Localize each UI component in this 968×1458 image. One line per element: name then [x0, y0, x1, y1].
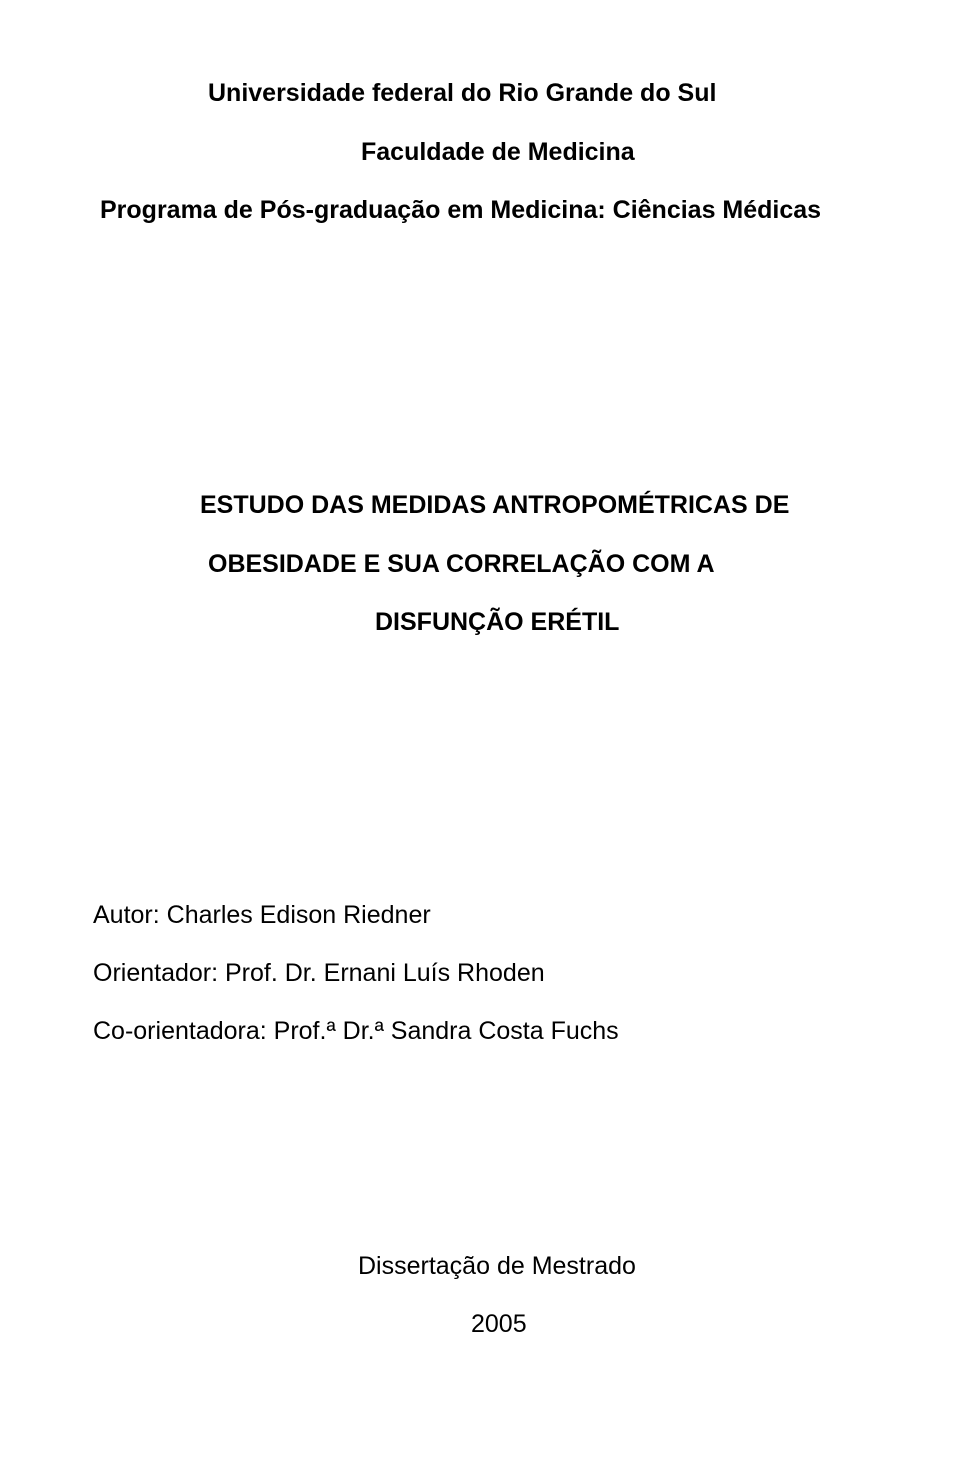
university-name: Universidade federal do Rio Grande do Sul — [208, 79, 717, 107]
thesis-title-line: OBESIDADE E SUA CORRELAÇÃO COM A — [208, 550, 715, 578]
faculty-name: Faculdade de Medicina — [361, 138, 635, 166]
thesis-title-line: DISFUNÇÃO ERÉTIL — [375, 608, 620, 636]
coadvisor-line: Co-orientadora: Prof.ª Dr.ª Sandra Costa Fuchs — [93, 1017, 619, 1045]
program-name: Programa de Pós-graduação em Medicina: Ciências Médicas — [100, 196, 822, 224]
year-label: 2005 — [471, 1310, 527, 1338]
degree-label: Dissertação de Mestrado — [358, 1252, 636, 1280]
advisor-line: Orientador: Prof. Dr. Ernani Luís Rhoden — [93, 959, 545, 987]
author-line: Autor: Charles Edison Riedner — [93, 901, 431, 929]
thesis-title-line: ESTUDO DAS MEDIDAS ANTROPOMÉTRICAS DE — [200, 491, 790, 519]
